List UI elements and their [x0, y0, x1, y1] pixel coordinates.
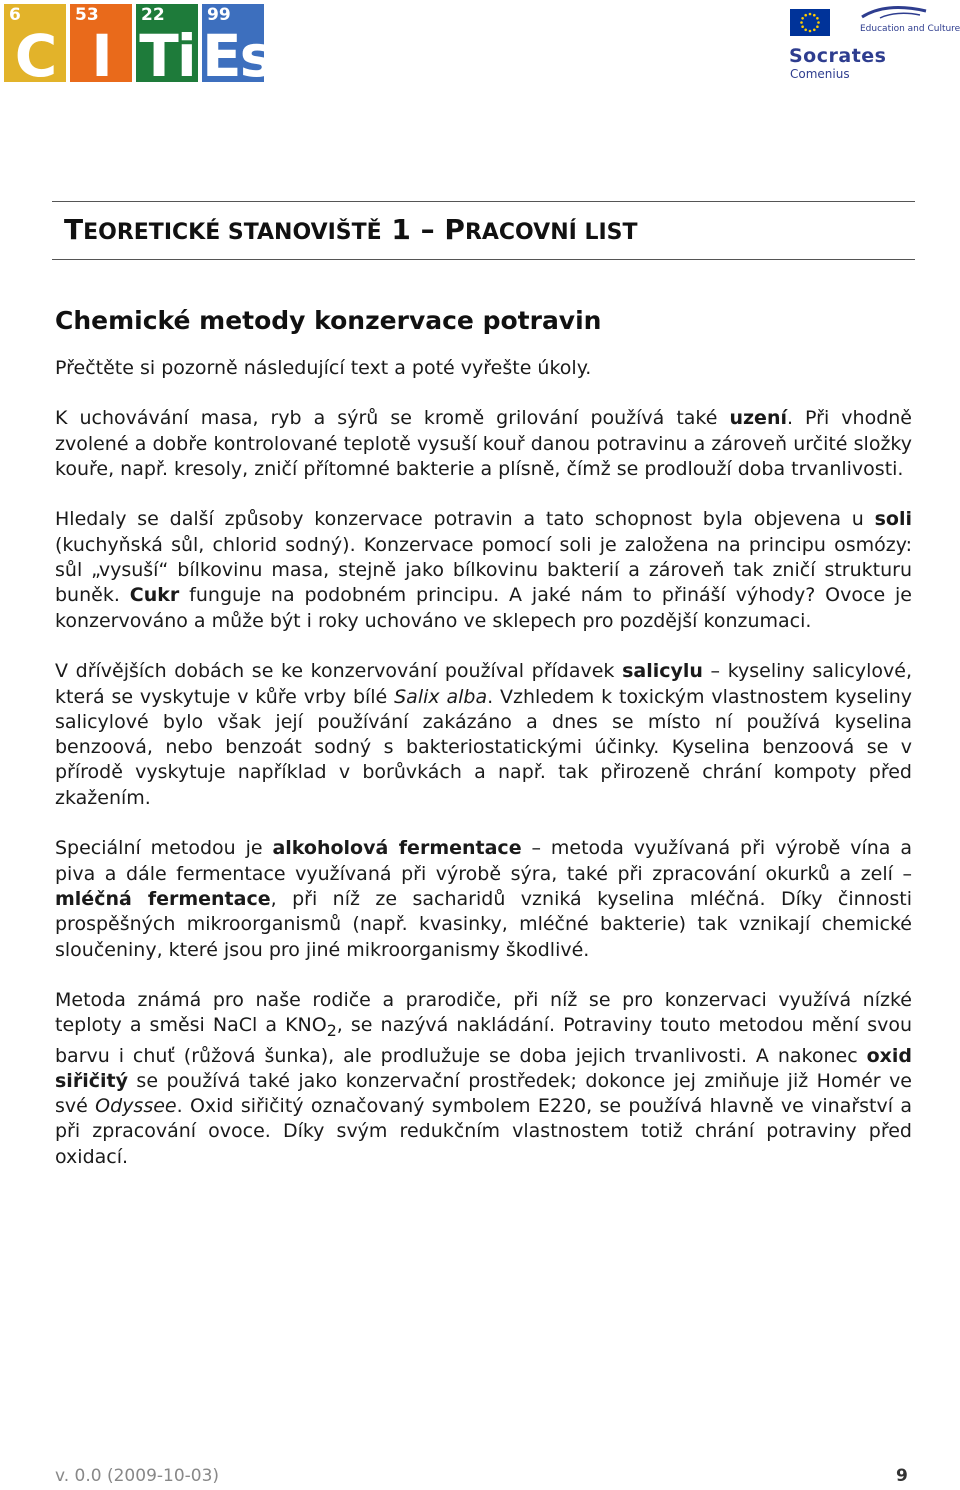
paragraph-5	[55, 988, 912, 1170]
intro-text: Přečtěte si pozorně následující text a poté vyřešte úkoly.	[55, 357, 592, 379]
title-rule-top	[52, 201, 915, 202]
page-heading: Chemické metody konzervace potravin	[55, 306, 602, 335]
text-run: – kyseliny salicylové, která se vyskytuje v kůře vrby bílé	[55, 660, 912, 708]
text-run: Speciální metodou je	[55, 837, 273, 860]
text-run: se používá také jako konzervační prostředek; dokonce jej zmiňuje již Homér ve své	[55, 1069, 912, 1118]
ec-swoosh-icon	[860, 5, 930, 21]
bold-term: soli	[874, 508, 912, 531]
title-part2: RACOVNÍ LIST	[464, 220, 638, 245]
tile-symbol: Es	[202, 22, 273, 90]
page-number: 9	[896, 1466, 908, 1486]
tile-symbol: C	[14, 22, 56, 90]
bold-term: uzení	[729, 407, 787, 430]
text-run: K uchovávání masa, ryb a sýrů se kromě grilování používá také	[55, 407, 730, 430]
paragraph-2	[55, 507, 912, 633]
tile-number: 22	[141, 5, 165, 25]
paragraph-3	[55, 659, 912, 811]
logo-tile-i	[70, 4, 132, 90]
tile-number: 6	[9, 5, 21, 25]
text-run: funguje na podobném principu. A jaké nám to přináší výhody? Ovoce je konzervováno a může být i roky uchováno ve sklepech pro pozdější konzumaci.	[55, 584, 912, 632]
tile-symbol: I	[91, 22, 111, 90]
subscript: 2	[326, 1021, 337, 1041]
bold-term: Cukr	[129, 584, 180, 607]
text-run: . Vzhledem k toxickým vlastnostem kyseliny salicylové bylo však její používání zakázáno a dnes se místo ní používá kyselina benzoová, nebo benzoát sodný s bakteriostatickými účinky. Kyselina benzoová se v přírodě vyskytuje například v borůvkách a např. tak přirozeně chrání kompoty před zkažením.	[55, 685, 912, 809]
italic-term: Salix alba	[394, 685, 488, 708]
text-run: Metoda známá pro naše rodiče a prarodiče, při níž se pro konzervaci využívá nízké teploty a směsi NaCl a KNO	[55, 989, 912, 1037]
title-part1: EORETICKÉ STANOVIŠTĚ	[83, 220, 382, 245]
citiies-logo	[4, 4, 273, 90]
text-run: , se nazývá nakládání. Potraviny touto metodou mění svou barvu i chuť (růžová šunka), ale prodlužuje se doba jejich trvanlivosti. A nakonec	[55, 1014, 912, 1067]
bold-term: salicylu	[622, 660, 703, 683]
text-run: . Oxid siřičitý označovaný symbolem E220, se používá hlavně ve vinařství a při zpracování ovoce. Díky svým redukčním vlastnostem totiž chrání potraviny před oxidací.	[55, 1095, 913, 1168]
title-initial-2: P	[444, 213, 465, 246]
title-dash: –	[420, 213, 435, 246]
socrates-name: Socrates	[789, 45, 887, 67]
eu-flag-icon	[790, 9, 830, 36]
logo-tile-ti	[136, 4, 198, 90]
version-footer: v. 0.0 (2009-10-03)	[55, 1466, 220, 1486]
document-body	[55, 304, 912, 1195]
text-run: , při níž ze sacharidů vzniká kyselina mléčná. Díky činnosti prospěšných mikroorganismů (např. kvasinky, mléčné bakterie) tak vznikají chemické sloučeniny, které jsou pro jiné mikroorganismy škodlivé.	[55, 887, 912, 961]
ec-tagline: Education and Culture	[860, 24, 960, 34]
bold-term: oxid siřičitý	[55, 1044, 912, 1092]
text-run: Hledaly se další způsoby konzervace potravin a tato schopnost byla objevena u	[55, 508, 875, 531]
text-run: . Při vhodně zvolené a dobře kontrolované teplotě vysuší kouř danou potravinu a zároveň určité složky kouře, např. kresoly, zničí přítomné bakterie a plísně, čímž se prodlouží doba trvanlivosti.	[55, 407, 912, 480]
logo-tile-es	[202, 4, 273, 90]
title-rule-bottom	[52, 259, 915, 260]
text-run: V dřívějších dobách se ke konzervování používal přídavek	[55, 660, 623, 683]
bold-term: mléčná fermentace	[55, 887, 271, 910]
paragraph-4	[55, 836, 912, 962]
socrates-logo	[788, 5, 958, 85]
title-initial: T	[64, 213, 84, 246]
sheet-title	[64, 213, 638, 246]
paragraph-1	[55, 406, 912, 482]
italic-term: Odyssee	[95, 1095, 177, 1118]
text-run: (kuchyňská sůl, chlorid sodný). Konzervace pomocí soli je založena na principu osmózy: sůl „vysuší“ bílkovinu masa, stejně jako bílkovinu bakterií a zároveň tak zničí strukturu buněk.	[55, 533, 912, 607]
logo-tile-c	[4, 4, 66, 90]
title-number: 1	[391, 213, 411, 246]
bold-term: alkoholová fermentace	[272, 837, 522, 860]
tile-number: 53	[75, 5, 99, 25]
comenius-name: Comenius	[790, 67, 850, 81]
tile-number: 99	[207, 5, 231, 25]
text-run: – metoda využívaná při výrobě vína a piva a dále fermentace využívaná při výrobě sýra, také při zpracování okurků a zelí –	[55, 837, 912, 885]
tile-symbol: Ti	[139, 22, 195, 90]
